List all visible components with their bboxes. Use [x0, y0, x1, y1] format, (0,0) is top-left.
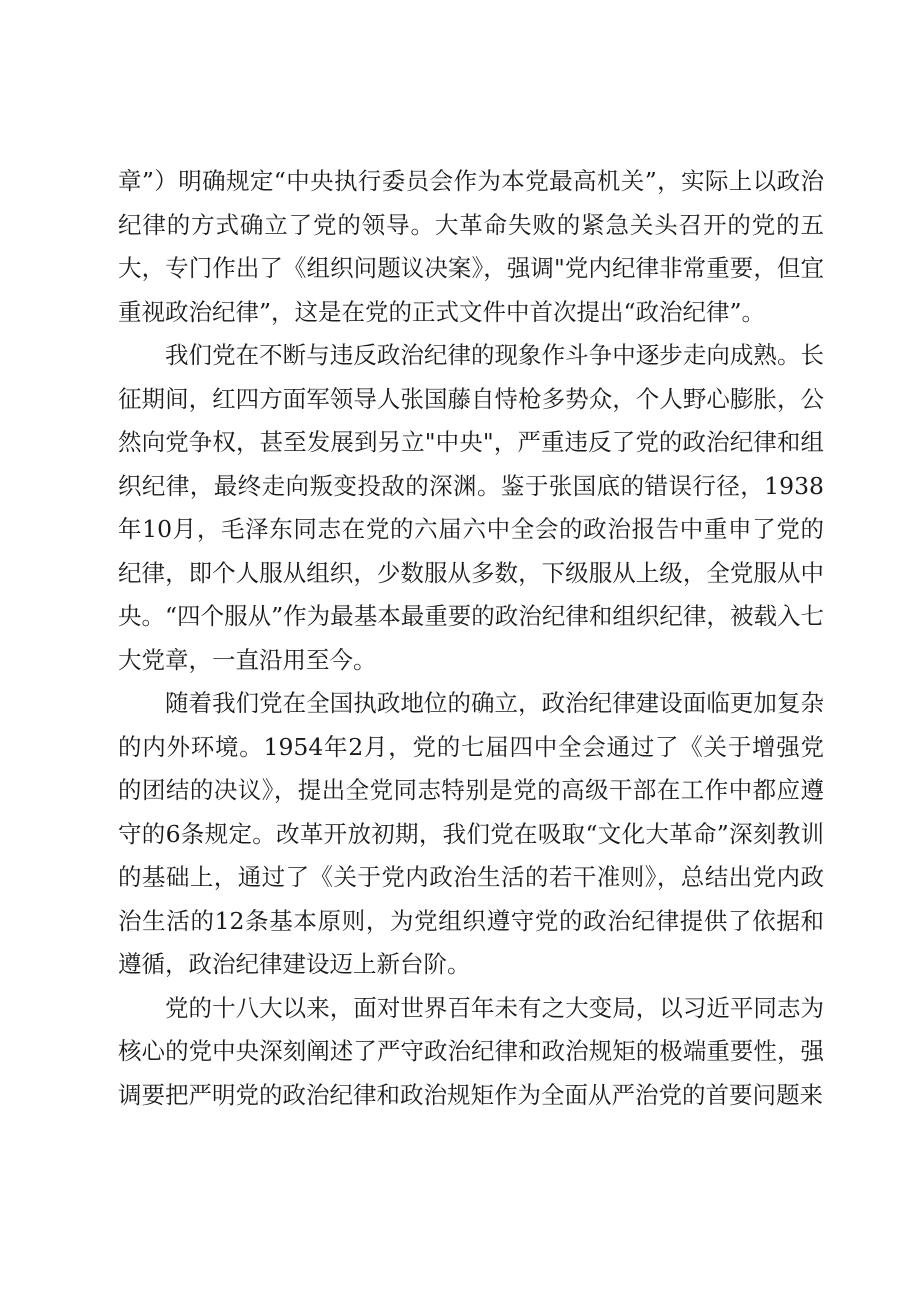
- paragraph: 党的十八大以来，面对世界百年未有之大变局，以习近平同志为核心的党中央深刻阐述了严守政治纪律和政治规矩的极端重要性，强调要把严明党的政治纪律和政治规矩作为全面从严治党的首要问题来: [118, 993, 824, 1109]
- paragraph: 随着我们党在全国执政地位的确立，政治纪律建设面临更加复杂的内外环境。1954年2月，党的七届四中全会通过了《关于增强党的团结的决议》，提出全党同志特别是党的高级干部在工作中都应遵守的6条规定。改革开放初期，我们党在吸取“文化大革命”深刻教训的基础上，通过了《关于党内政治生活的若干准则》，总结出党内政治生活的12条基本原则，为党组织遵守党的政治纪律提供了依据和遵循，政治纪律建设迈上新台阶。: [118, 689, 824, 978]
- document-body: [118, 160, 824, 1117]
- paragraph-continued: 章”）明确规定“中央执行委员会作为本党最高机关”，实际上以政治纪律的方式确立了党的领导。大革命失败的紧急关头召开的党的五大，专门作出了《组织问题议决案》，强调"党内纪律非常重要，但宜重视政治纪律”，这是在党的正式文件中首次提出“政治纪律”。: [118, 167, 824, 326]
- paragraph: 我们党在不断与违反政治纪律的现象作斗争中逐步走向成熟。长征期间，红四方面军领导人张国藤自恃枪多势众，个人野心膨胀，公然向党争权，甚至发展到另立"中央"，严重违反了党的政治纪律和组织纪律，最终走向叛变投敌的深渊。鉴于张国底的错误行径，1938年10月，毛泽东同志在党的六届六中全会的政治报告中重申了党的纪律，即个人服从组织，少数服从多数，下级服从上级，全党服从中央。“四个服从”作为最基本最重要的政治纪律和组织纪律，被载入七大党章，一直沿用至今。: [118, 341, 824, 674]
